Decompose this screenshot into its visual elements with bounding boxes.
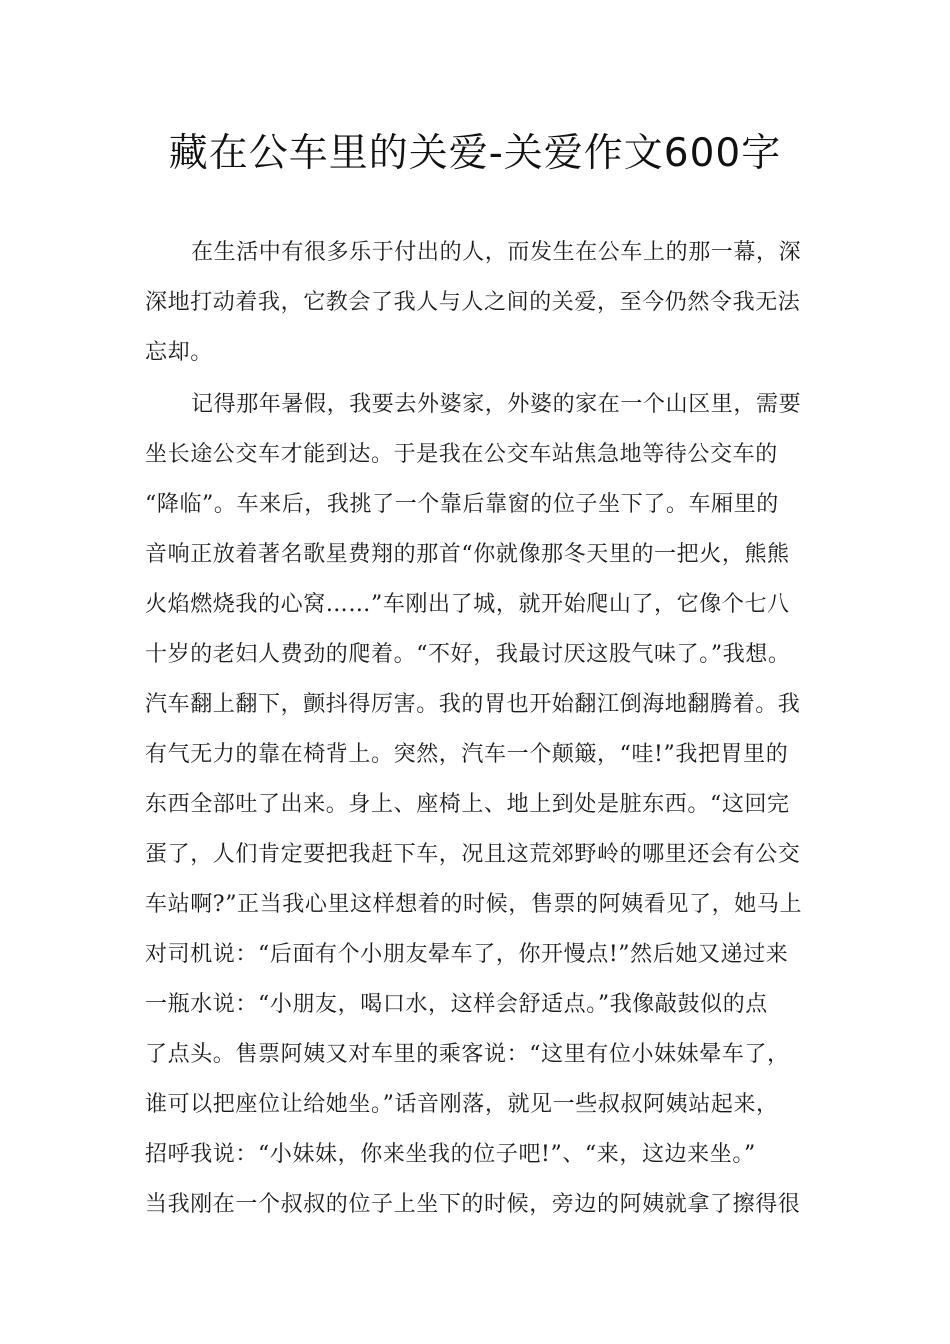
paragraph-2-line-7: 汽车翻上翻下，颤抖得厉害。我的胃也开始翻江倒海地翻腾着。我 bbox=[145, 692, 801, 717]
paragraph-2-line-1: 记得那年暑假，我要去外婆家，外婆的家在一个山区里，需要 bbox=[191, 392, 802, 417]
paragraph-2-line-8: 有气无力的靠在椅背上。突然，汽车一个颠簸，“哇!”我把胃里的 bbox=[145, 742, 789, 767]
paragraph-2-line-12: 对司机说：“后面有个小朋友晕车了，你开慢点!”然后她又递过来 bbox=[145, 942, 789, 967]
paragraph-2-line-3: “降临”。车来后，我挑了一个靠后靠窗的位子坐下了。车厢里的 bbox=[145, 492, 779, 517]
document-body bbox=[145, 228, 845, 1230]
paragraph-2-line-5: 火焰燃烧我的心窝……”车刚出了城，就开始爬山了，它像个七八 bbox=[145, 592, 790, 617]
document-title: 藏在公车里的关爱-关爱作文600字 bbox=[168, 131, 782, 176]
paragraph-2-line-4: 音响正放着著名歌星费翔的那首“你就像那冬天里的一把火，熊熊 bbox=[145, 542, 790, 567]
paragraph-2-line-10: 蛋了，人们肯定要把我赶下车，况且这荒郊野岭的哪里还会有公交 bbox=[145, 842, 801, 867]
paragraph-2-line-13: 一瓶水说：“小朋友，喝口水，这样会舒适点。”我像敲鼓似的点 bbox=[145, 992, 768, 1017]
paragraph-2-line-17: 当我刚在一个叔叔的位子上坐下的时候，旁边的阿姨就拿了擦得很 bbox=[145, 1192, 801, 1217]
paragraph-2-line-11: 车站啊?”正当我心里这样想着的时候，售票的阿姨看见了，她马上 bbox=[145, 892, 803, 917]
paragraph-1-line-1: 在生活中有很多乐于付出的人，而发生在公车上的那一幕，深 bbox=[191, 240, 802, 265]
paragraph-2-line-9: 东西全部吐了出来。身上、座椅上、地上到处是脏东西。“这回完 bbox=[145, 792, 790, 817]
paragraph-2-line-16: 招呼我说：“小妹妹，你来坐我的位子吧!”、“来，这边来坐。” bbox=[145, 1142, 756, 1167]
paragraph-2-line-15: 谁可以把座位让给她坐。”话音刚落，就见一些叔叔阿姨站起来， bbox=[145, 1092, 779, 1117]
paragraph-2-line-6: 十岁的老妇人费劲的爬着。“不好，我最讨厌这股气味了。”我想。 bbox=[145, 642, 791, 667]
paragraph-2-line-2: 坐长途公交车才能到达。于是我在公交车站焦急地等待公交车的 bbox=[145, 442, 778, 467]
paragraph-2-line-14: 了点头。售票阿姨又对车里的乘客说：“这里有位小妹妹晕车了， bbox=[145, 1042, 790, 1067]
paragraph-1-line-3: 忘却。 bbox=[145, 340, 213, 365]
paragraph-1-line-2: 深地打动着我，它教会了我人与人之间的关爱，至今仍然令我无法 bbox=[145, 290, 801, 315]
